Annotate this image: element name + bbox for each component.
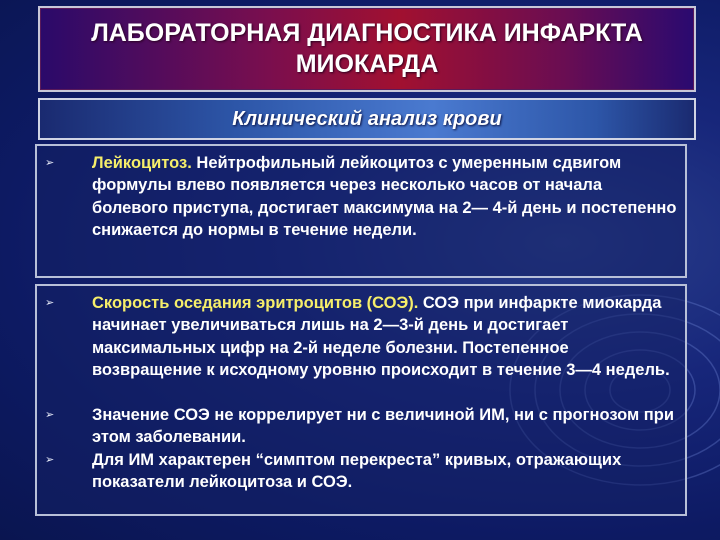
list-item-lead: Лейкоцитоз.: [92, 154, 192, 172]
list-item-body: Нейтрофильный лейкоцитоз с умеренным сдвигом формулы влево появляется через несколько часов от начала болевого приступа, достигает максимума на 2— 4-й день и постепенно снижается до нормы в течение недели.: [92, 154, 677, 239]
list-item-body: СОЭ при инфаркте миокарда начинает увеличиваться лишь на 2—3-й день и достигает максимальных цифр на 2-й неделе болезни. Постепенное возвращение к исходному уровню происходит в течение 3—4 недель.: [92, 294, 670, 379]
list-item-text: [92, 449, 680, 494]
subtitle-banner: [38, 98, 696, 140]
list-item-text: [92, 292, 680, 381]
title-banner: [38, 6, 696, 92]
content-panel-esr: [35, 284, 687, 516]
section-subtitle: Клинический анализ крови: [232, 107, 502, 130]
arrow-bullet-icon: ➢: [45, 409, 55, 421]
arrow-bullet-icon: ➢: [45, 157, 55, 169]
list-item-lead: Скорость оседания эритроцитов (СОЭ).: [92, 294, 419, 312]
list-item-text: [92, 152, 680, 241]
list-item-body: Для ИМ характерен “симптом перекреста” кривых, отражающих показатели лейкоцитоза и СОЭ.: [92, 451, 622, 492]
arrow-bullet-icon: ➢: [45, 454, 55, 466]
list-item-text: [92, 404, 680, 449]
list-item-body: Значение СОЭ не коррелирует ни с величиной ИМ, ни с прогнозом при этом заболевании.: [92, 406, 674, 447]
page-title: ЛАБОРАТОРНАЯ ДИАГНОСТИКА ИНФАРКТА МИОКАРДА: [91, 19, 643, 78]
arrow-bullet-icon: ➢: [45, 297, 55, 309]
content-panel-leukocytosis: [35, 144, 687, 278]
